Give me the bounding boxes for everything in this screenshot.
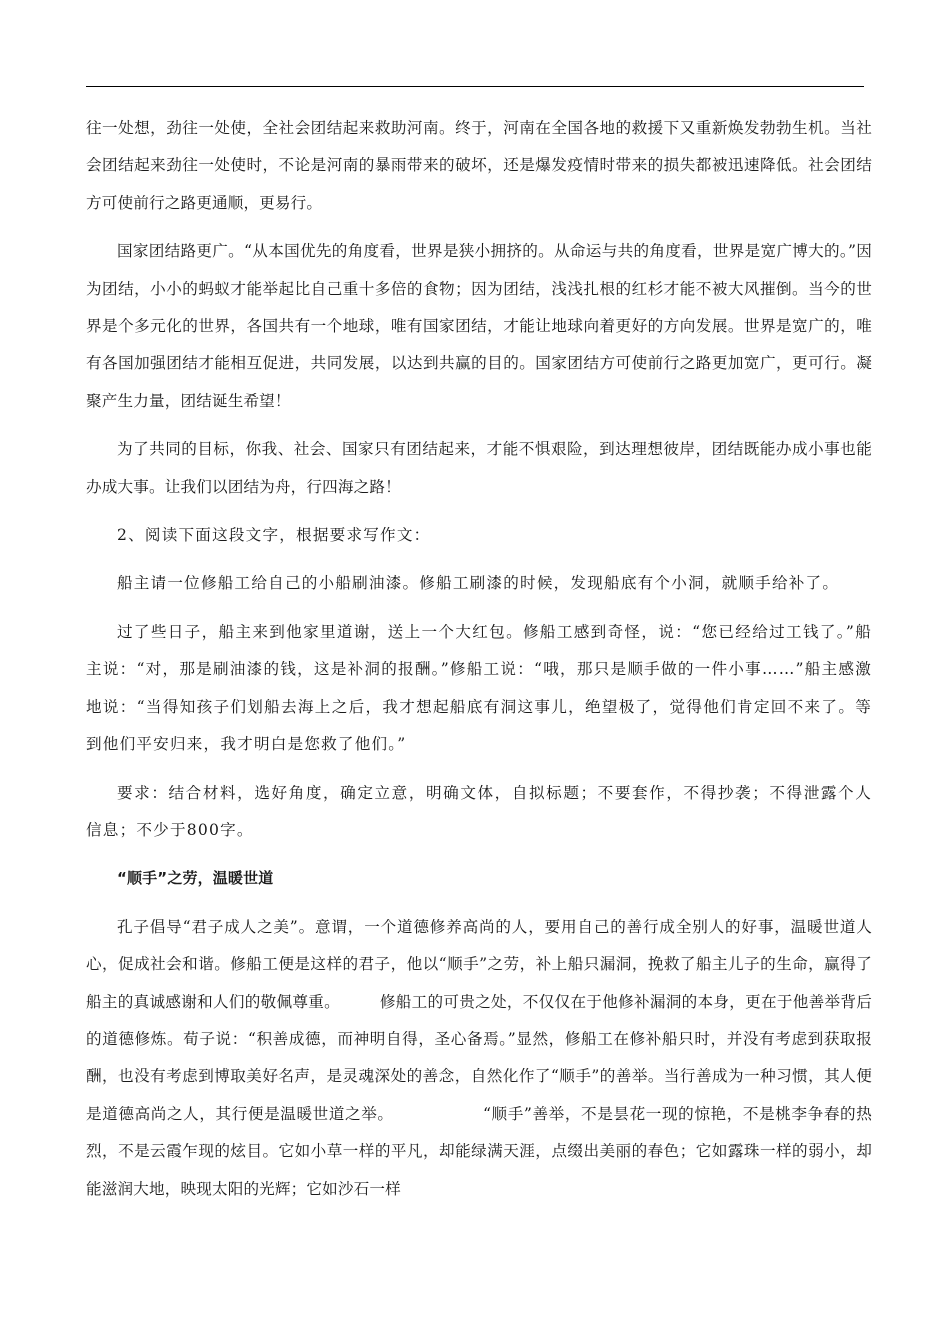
material-paragraph-2: 过了些日子，船主来到他家里道谢，送上一个大红包。修船工感到奇怪，说：“您已经给过工钱了。”船主说：“对，那是刷油漆的钱，这是补洞的报酬。”修船工说：“哦，那只是顺手做的一件小事……”船主感激地说：“当得知孩子们划船去海上之后，我才想起船底有洞这事儿，绝望极了，觉得他们肯定回不来了。等到他们平安归来，我才明白是您救了他们。” [86,622,872,754]
document-body [86,110,872,1208]
paragraph-conclusion: 为了共同的目标，你我、社会、国家只有团结起来，才能不惧艰险，到达理想彼岸，团结既能办成小事也能办成大事。让我们以团结为舟，行四海之路！ [86,440,872,496]
material-paragraph-1: 船主请一位修船工给自己的小船刷油漆。修船工刷漆的时候，发现船底有个小洞，就顺手给补了。 [117,574,840,593]
paragraph-social-unity-end: 往一处想，劲往一处使，全社会团结起来救助河南。终于，河南在全国各地的救援下又重新焕发勃勃生机。当社会团结起来劲往一处使时，不论是河南的暴雨带来的破坏，还是爆发疫情时带来的损失都被迅速降低。社会团结方可使前行之路更通顺，更易行。 [86,119,872,212]
essay-requirements: 要求：结合材料，选好角度，确定立意，明确文体，自拟标题；不要套作，不得抄袭；不得泄露个人信息；不少于800字。 [86,783,872,839]
essay-body: 孔子倡导“君子成人之美”。意谓，一个道德修养高尚的人，要用自己的善行成全别人的好事，温暖世道人心，促成社会和谐。修船工便是这样的君子，他以“顺手”之劳，补上船只漏洞，挽救了船主儿子的生命，赢得了船主的真诚感谢和人们的敬佩尊重。 修船工的可贵之处，不仅仅在于他修补漏洞的本身，更在于他善举背后的道德修炼。荀子说：“积善成德，而神明自得，圣心备焉。”显然，修船工在修补船只时，并没有考虑到获取报酬，也没有考虑到博取美好名声，是灵魂深处的善念，自然化作了“顺手”的善举。当行善成为一种习惯，其人便是道德高尚之人，其行便是温暖世道之举。 “顺手”善举，不是昙花一现的惊艳，不是桃李争春的热烈，不是云霞乍现的炫目。它如小草一样的平凡，却能绿满天涯，点缀出美丽的春色；它如露珠一样的弱小，却能滋润大地，映现太阳的光辉；它如沙石一样 [86,917,872,1198]
header-rule [86,86,864,87]
question-2-prompt: 2、阅读下面这段文字，根据要求写作文： [117,526,431,545]
essay-title: “顺手”之劳，温暖世道 [117,869,274,888]
paragraph-national-unity: 国家团结路更广。“从本国优先的角度看，世界是狭小拥挤的。从命运与共的角度看，世界是宽广博大的。”因为团结，小小的蚂蚁才能举起比自己重十多倍的食物；因为团结，浅浅扎根的红杉才能不被大风摧倒。当今的世界是个多元化的世界，各国共有一个地球，唯有国家团结，才能让地球向着更好的方向发展。世界是宽广的，唯有各国加强团结才能相互促进，共同发展，以达到共赢的目的。国家团结方可使前行之路更加宽广，更可行。凝聚产生力量，团结诞生希望！ [86,242,872,410]
